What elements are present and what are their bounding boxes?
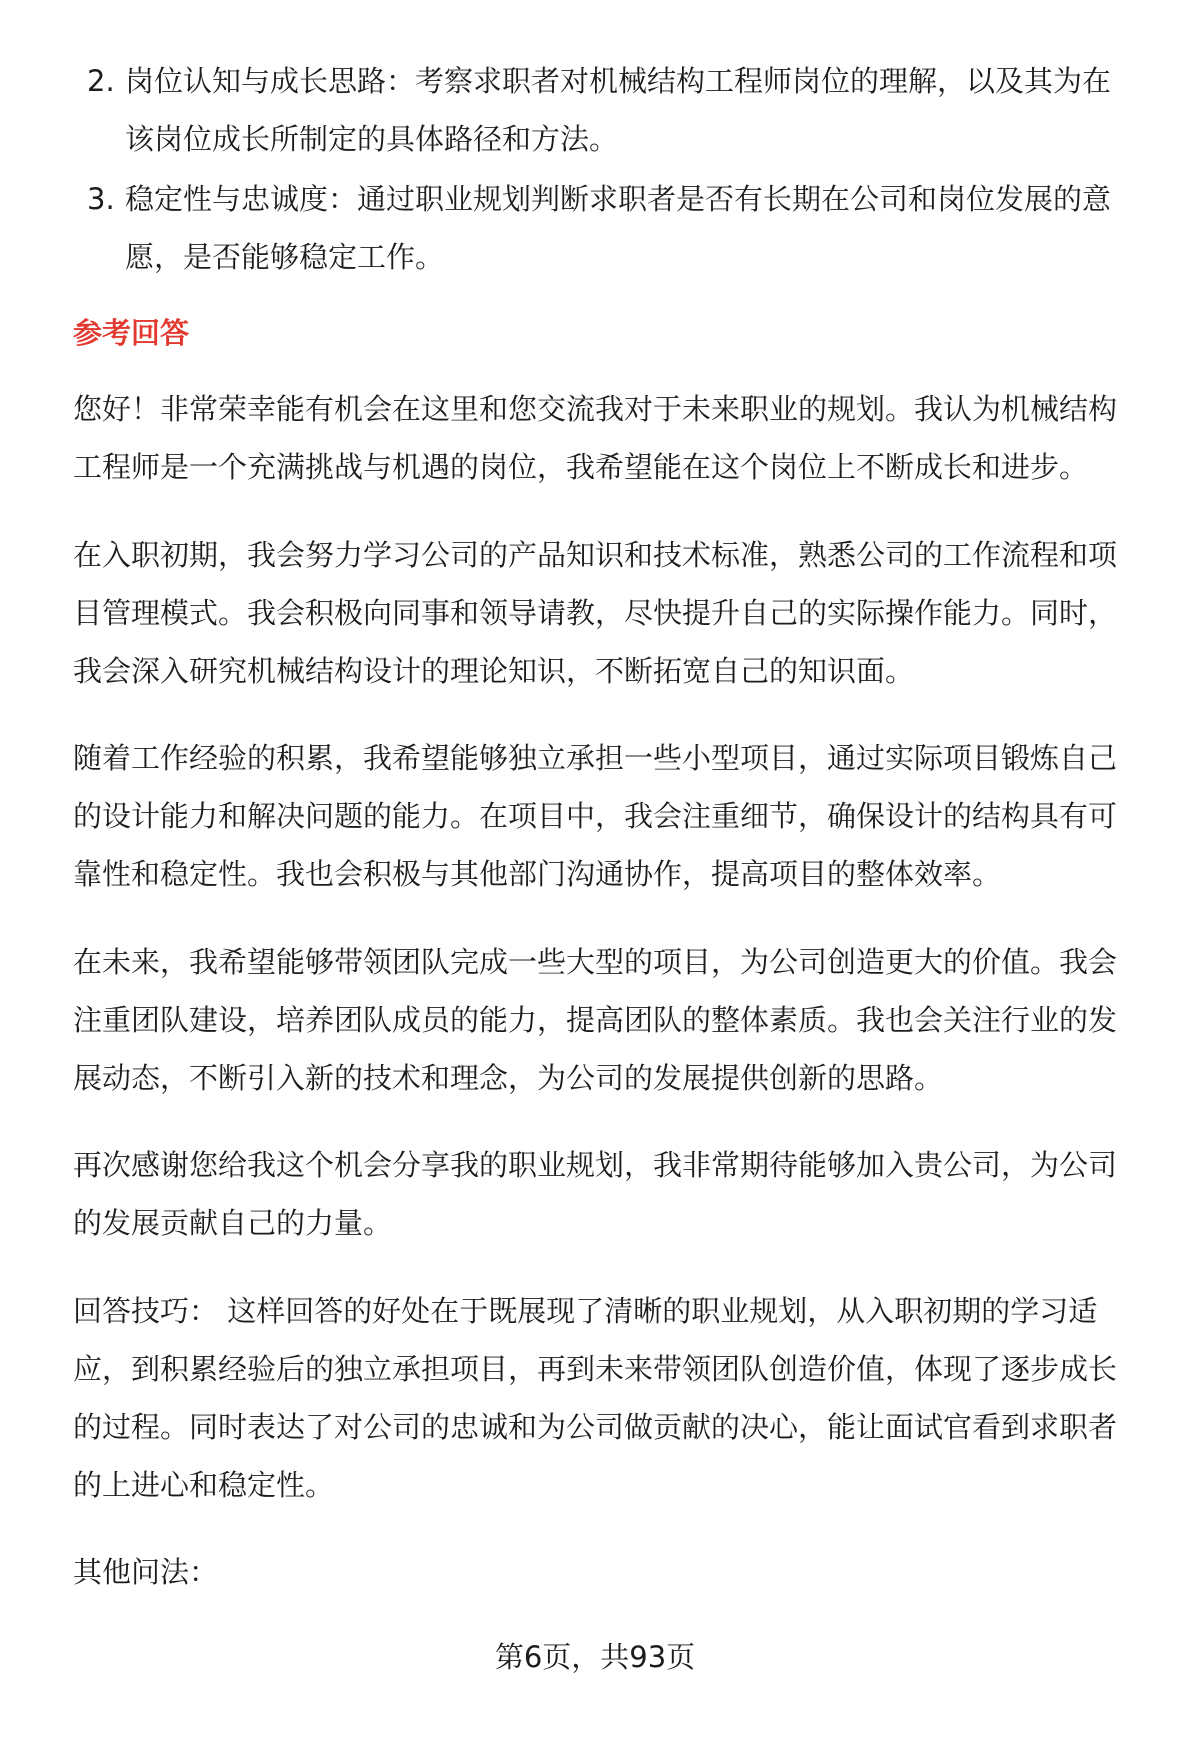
answer-paragraph: 在入职初期，我会努力学习公司的产品知识和技术标准，熟悉公司的工作流程和项目管理模式。我会积极向同事和领导请教，尽快提升自己的实际操作能力。同时，我会深入研究机械结构设计的理论知识，不断拓宽自己的知识面。	[73, 537, 1118, 688]
list-item-text: 岗位认知与成长思路：考察求职者对机械结构工程师岗位的理解，以及其为在该岗位成长所制定的具体路径和方法。	[125, 64, 1112, 156]
list-item-number: 3.	[87, 182, 115, 216]
answer-paragraph: 在未来，我希望能够带领团队完成一些大型的项目，为公司创造更大的价值。我会注重团队建设，培养团队成员的能力，提高团队的整体素质。我也会关注行业的发展动态，不断引入新的技术和理念，为公司的发展提供创新的思路。	[73, 944, 1118, 1095]
list-item-number: 2.	[87, 64, 115, 98]
section-heading: 参考回答	[73, 316, 190, 350]
answer-paragraph: 再次感谢您给我这个机会分享我的职业规划，我非常期待能够加入贵公司，为公司的发展贡献自己的力量。	[73, 1148, 1118, 1240]
page-content	[73, 52, 1119, 1601]
list-item	[73, 52, 1119, 168]
page-number-footer: 第6页，共93页	[494, 1640, 696, 1674]
answer-paragraph: 随着工作经验的积累，我希望能够独立承担一些小型项目，通过实际项目锻炼自己的设计能力和解决问题的能力。在项目中，我会注重细节，确保设计的结构具有可靠性和稳定性。我也会积极与其他部门沟通协作，提高项目的整体效率。	[73, 741, 1118, 891]
answer-tips-paragraph: 回答技巧： 这样回答的好处在于既展现了清晰的职业规划，从入职初期的学习适应，到积累经验后的独立承担项目，再到未来带领团队创造价值，体现了逐步成长的过程。同时表达了对公司的忠诚和为公司做贡献的决心，能让面试官看到求职者的上进心和稳定性。	[73, 1293, 1118, 1502]
other-questions-label: 其他问法：	[73, 1555, 219, 1589]
list-item	[73, 170, 1119, 286]
answer-paragraph: 您好！非常荣幸能有机会在这里和您交流我对于未来职业的规划。我认为机械结构工程师是一个充满挑战与机遇的岗位，我希望能在这个岗位上不断成长和进步。	[73, 392, 1118, 484]
list-item-text: 稳定性与忠诚度：通过职业规划判断求职者是否有长期在公司和岗位发展的意愿，是否能够稳定工作。	[125, 182, 1112, 274]
